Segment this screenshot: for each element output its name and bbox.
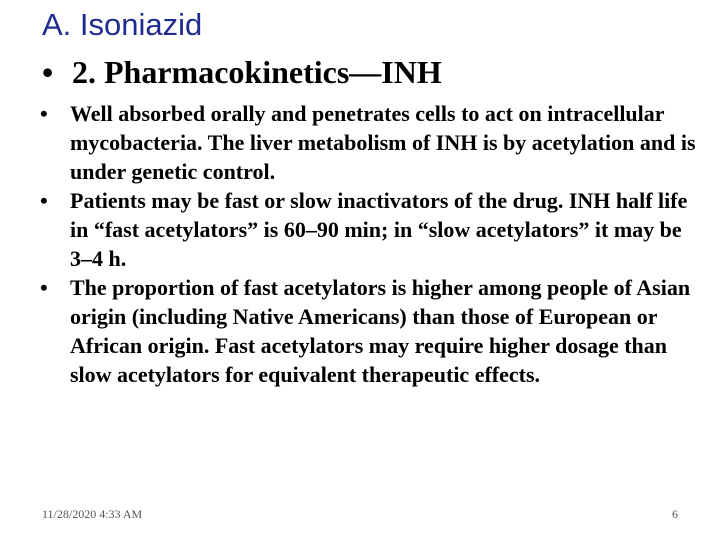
bullet-marker: • [40,188,48,213]
subtitle-text: 2. Pharmacokinetics—INH [72,54,442,90]
subtitle-bullet: • [42,54,54,90]
bullet-marker: • [40,275,48,300]
slide-title: A. Isoniazid [42,7,203,42]
slide-subtitle [42,52,702,92]
bullet-item [40,99,700,186]
bullet-text: The proportion of fast acetylators is higher among people of Asian origin (including Native Americans) than those of European or African origin. Fast acetylators may require higher dosage than slow acetylators for equivalent therapeutic effects. [70,275,691,387]
footer-date: 11/28/2020 4:33 AM [42,507,143,521]
bullet-text: Patients may be fast or slow inactivators of the drug. INH half life in “fast acetylators” is 60–90 min; in “slow acetylators” it may be 3–4 h. [70,188,688,271]
bullet-marker: • [40,101,48,126]
bullet-list [40,99,700,389]
bullet-text: Well absorbed orally and penetrates cells to act on intracellular mycobacteria. The liver metabolism of INH is by acetylation and is under genetic control. [70,101,696,184]
bullet-item [40,186,700,273]
bullet-item [40,273,700,389]
footer-page-number: 6 [672,507,678,521]
